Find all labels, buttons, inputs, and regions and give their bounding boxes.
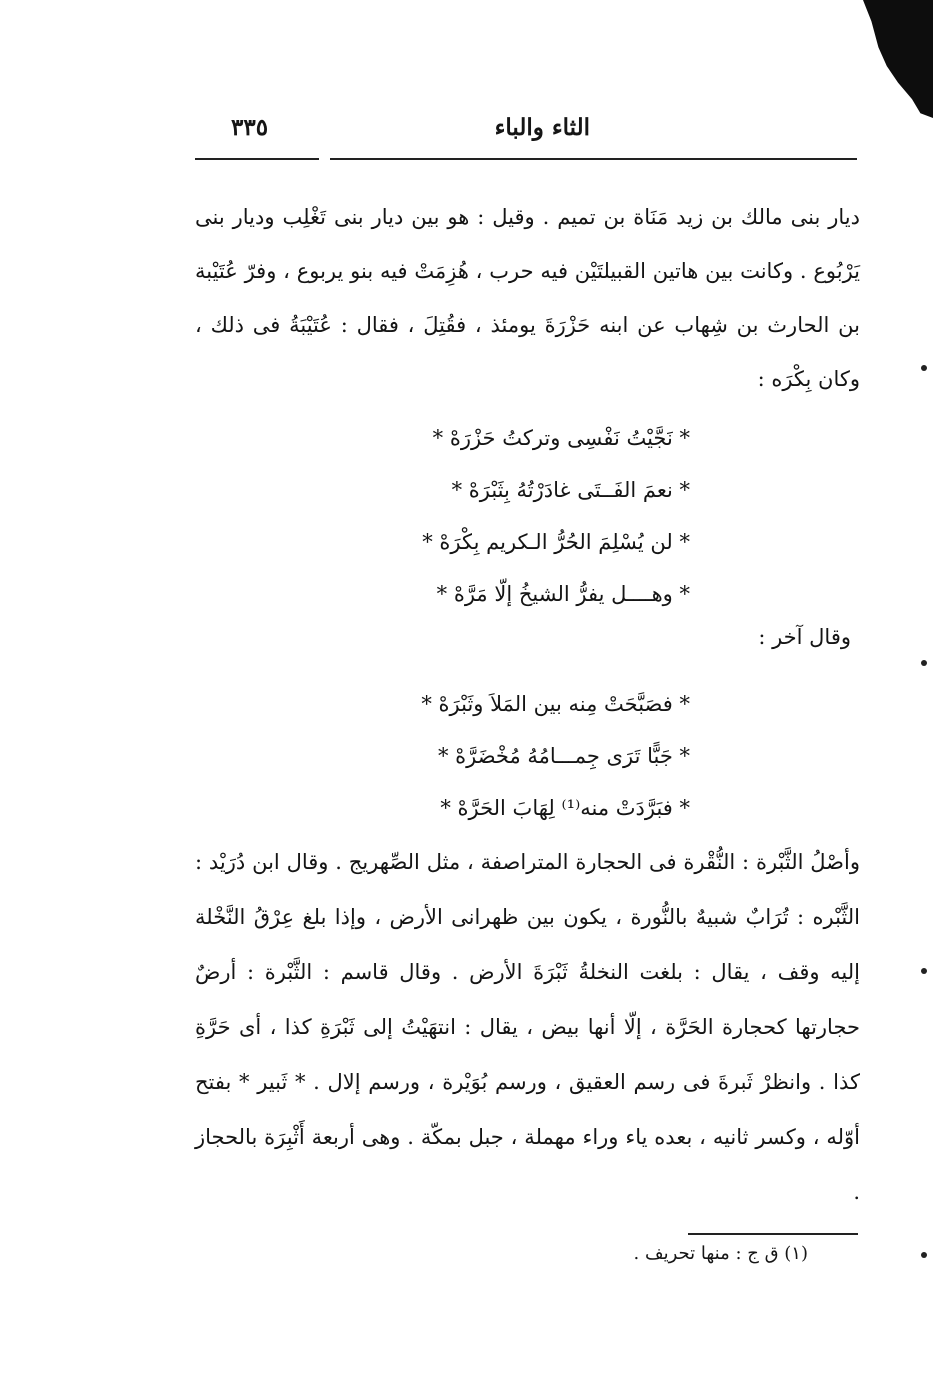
page-header	[195, 110, 860, 150]
poem-intro: وقال آخر :	[758, 625, 851, 649]
margin-mark	[921, 365, 927, 371]
footnote-rule	[688, 1233, 858, 1235]
margin-mark	[921, 968, 927, 974]
torn-corner	[863, 0, 933, 118]
margin-mark	[921, 1252, 927, 1258]
verse-line: * لن يُسْلِمَ الحُرُّ الـكريم بِكْرَهْ *	[422, 530, 690, 554]
poem-stanza-1	[360, 412, 690, 606]
header-rule	[330, 158, 857, 160]
margin-mark	[921, 660, 927, 666]
footnote: (١) ق ج : منها تحريف .	[633, 1243, 808, 1264]
header-rule-short	[195, 158, 319, 160]
verse-line: * نَجَّيْتُ نَفْسِى وتركتُ حَزْرَهْ *	[432, 426, 690, 450]
verse-line: * فصَبَّحَتْ مِنه بين المَلاَ وثَبْرَهْ *	[421, 692, 690, 716]
page-number: ٣٣٥	[231, 114, 269, 141]
poem-stanza-2	[360, 678, 690, 820]
verse-line: * فبَرَّدَتْ منه⁽¹⁾ لِهَابَ الحَرَّهْ *	[440, 796, 690, 820]
verse-line: * نعمَ الفَــتَى غادَرْتُهُ بِثَبْرَهْ *	[451, 478, 690, 502]
verse-line: * وهــــل يفرُّ الشيخُ إلّا مَرَّهْ *	[436, 582, 690, 606]
paragraph-1: ديار بنى مالك بن زيد مَنَاة بن تميم . وقيل : هو بين ديار بنى تَغْلِب وديار بنى يَرْبُوع . وكانت بين هاتين القبيلتَيْن فيه حرب ، هُزِمَتْ فيه بنو يربوع ، وفرّ عُتَيْبة بن الحارث بن شِهاب عن ابنه حَزْرَةَ يومئذ ، فقُتِلَ ، فقال : عُتَيْبَةُ فى ذلك ، وكان بِكْرَه :	[195, 205, 860, 391]
running-title: الثاء والباء	[494, 114, 590, 141]
paragraph-2: وأصْلُ الثَّبْرة : النُّقْرة فى الحجارة المتراصفة ، مثل الصِّهريج . وقال ابن دُرَيْد : الثَّبْره : تُرَابٌ شبيهٌ بالنُّورة ، يكون بين ظهرانى الأرض ، وإذا بلغ عِرْقُ النَّخْلة إليه وقف ، يقال : بلغت النخلةُ ثَبْرَةَ الأرض . وقال قاسم : الثَّبْرة : أرضٌ حجارتها كحجارة الحَرَّة ، إلّا أنها بيض ، يقال : انتهَيْتُ إلى ثَبْرَةِ كذا ، أى حَرَّةِ كذا . وانظرْ ثَبرةَ فى رسم العقيق ، ورسم بُوَيْرة ، ورسم إلال . * ثَبير * بفتح أوّله ، وكسر ثانيه ، بعده ياء وراء مهملة ، جبل بمكّة . وهى أربعة أَثْبِرَة بالحجاز .	[195, 850, 860, 1204]
verse-line: * جَبًّا تَرَى جِمـــامُهُ مُخْضَرَّهْ *	[437, 744, 690, 768]
